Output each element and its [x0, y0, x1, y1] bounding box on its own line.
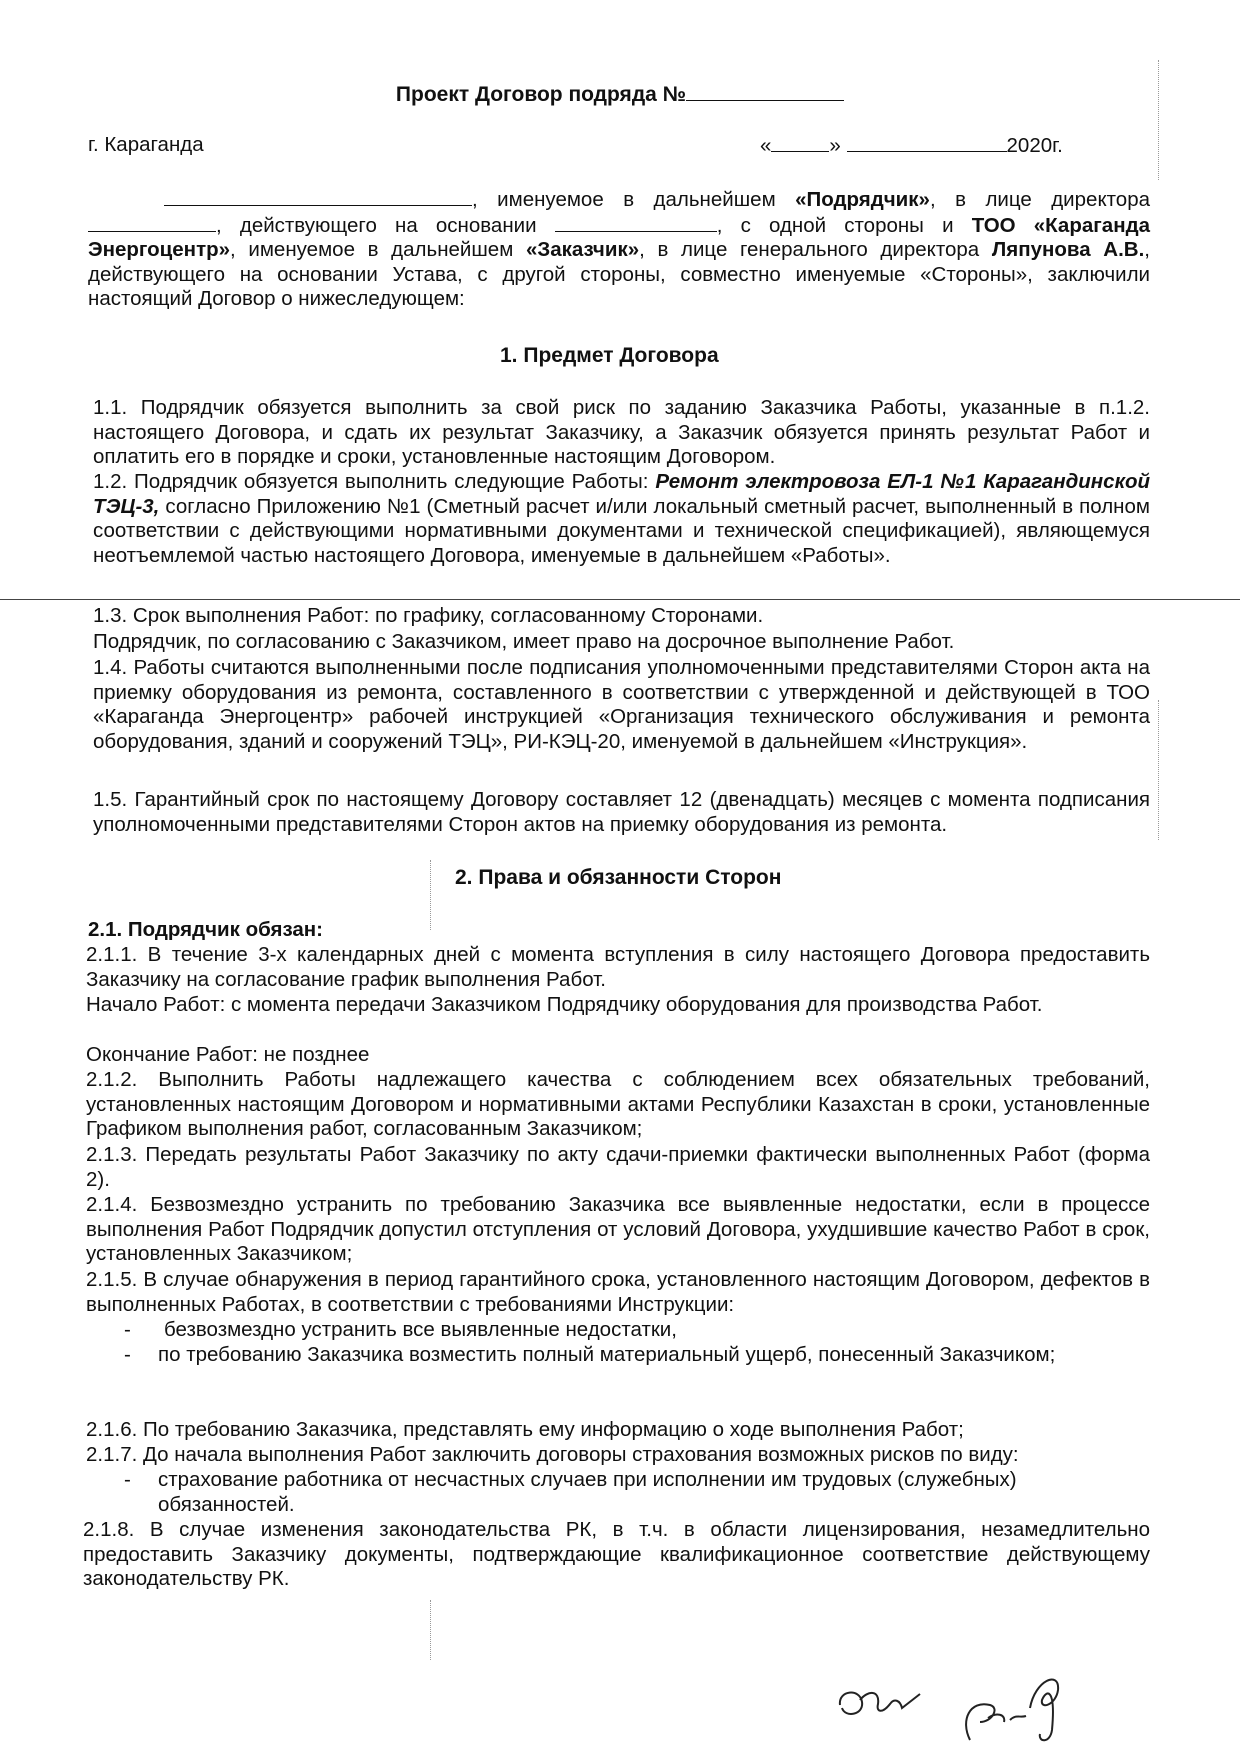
customer-company-name: ТОО «Караганда Энергоцентр»: [88, 213, 1150, 261]
document-title: [0, 82, 1240, 108]
clause-2-1-6: 2.1.6. По требованию Заказчика, представлять ему информацию о ходе выполнения Работ;: [86, 1418, 964, 1441]
bullet-insurance: страхование работника от несчастных случаев при исполнении им трудовых (служебных) обязанностей.: [158, 1468, 1017, 1516]
preamble-text: , именуемое в дальнейшем: [230, 238, 526, 261]
handwritten-initials: [820, 1660, 1120, 1750]
preamble-text: , действующего на основании: [216, 213, 537, 237]
preamble-text: , именуемое в дальнейшем: [472, 188, 796, 211]
day-blank: [771, 133, 829, 152]
contractor-term: «Подрядчик»: [795, 188, 930, 211]
date-line: [760, 133, 1063, 159]
scan-dots: [430, 1600, 433, 1660]
contractor-name-blank: [164, 187, 472, 206]
subsection-2-1: 2.1. Подрядчик обязан:: [88, 918, 323, 941]
bullet-compensate-damage: по требованию Заказчика возместить полный материальный ущерб, понесенный Заказчиком;: [158, 1343, 1056, 1366]
clause-2-1-2: 2.1.2. Выполнить Работы надлежащего качества с соблюдением всех обязательных требований, установленных настоящим Договором и нормативными актами Республики Казахстан в сроки, установленные Графиком выполнения работ, согласованным Заказчиком;: [86, 1068, 1150, 1140]
bullet-dash: -: [124, 1343, 131, 1366]
section-2-heading: 2. Права и обязанности Сторон: [455, 866, 782, 889]
customer-director-name: Ляпунова А.В.: [991, 238, 1145, 261]
preamble: [88, 187, 1150, 312]
clause-2-1-5: 2.1.5. В случае обнаружения в период гарантийного срока, установленного настоящим Договором, дефектов в выполненных Работах, в соответствии с требованиями Инструкции:: [86, 1268, 1150, 1316]
preamble-text: , в лице генерального директора: [639, 238, 992, 261]
clause-2-1-7: 2.1.7. До начала выполнения Работ заключить договоры страхования возможных рисков по виду:: [86, 1443, 1019, 1466]
scan-dots: [430, 860, 433, 930]
title-text: Проект Договор подряда №: [395, 83, 687, 106]
bullet-fix-defects: безвозмездно устранить все выявленные недостатки,: [164, 1318, 677, 1341]
clause-2-1-1: 2.1.1. В течение 3-х календарных дней с момента вступления в силу настоящего Договора предоставить Заказчику на согласование график выполнения Работ.: [86, 943, 1150, 991]
clause-1-2-text: согласно Приложению №1 (Сметный расчет и/или локальный сметный расчет, выполненный в полном соответствии с действующими нормативными документами и технической спецификацией), являющемуся неотъемлемой частью настоящего Договора, именуемые в дальнейшем «Работы».: [93, 494, 1150, 567]
date-year: 2020г.: [1006, 134, 1063, 157]
work-subject: Ремонт электровоза ЕЛ-1 №1 Карагандинской ТЭЦ-3,: [93, 470, 1150, 518]
clause-1-2: [93, 470, 1150, 568]
clause-2-1-8: 2.1.8. В случае изменения законодательства РК, в т.ч. в области лицензирования, незамедлительно предоставить Заказчику документы, подтверждающие квалификационное соответствие действующему законодательству РК.: [83, 1518, 1150, 1590]
date-quote-open: «: [760, 134, 772, 157]
clause-1-4: 1.4. Работы считаются выполненными после подписания уполномоченными представителями Сторон акта на приемку оборудования из ремонта, составленного в соответствии с утвержденной и действующей в ТОО «Караганда Энергоцентр» рабочей инструкцией «Организация технического обслуживания и ремонта оборудования, зданий и сооружений ТЭЦ», РИ-КЭЦ-20, именуемой в дальнейшем «Инструкция».: [93, 656, 1150, 753]
bullet-dash: -: [124, 1468, 131, 1491]
clause-1-3: 1.3. Срок выполнения Работ: по графику, согласованному Сторонами.: [93, 604, 764, 627]
city-label: г. Караганда: [88, 133, 204, 156]
scan-dots: [1158, 60, 1161, 180]
bullet-dash: -: [124, 1318, 131, 1341]
date-quote-close: »: [829, 134, 841, 157]
month-blank: [847, 133, 1007, 152]
clause-1-5: 1.5. Гарантийный срок по настоящему Договору составляет 12 (двенадцать) месяцев с момента подписания уполномоченными представителями Сторон актов на приемку оборудования из ремонта.: [93, 788, 1150, 836]
basis-blank: [555, 213, 717, 232]
preamble-text: , действующего на основании Устава, с другой стороны, совместно именуемые «Стороны», заключили настоящий Договор о нижеследующем:: [88, 238, 1150, 310]
clause-2-1-4: 2.1.4. Безвозмездно устранить по требованию Заказчика все выявленные недостатки, если в процессе выполнения Работ Подрядчик допустил отступления от условий Договора, ухудшившие качество Работ в срок, установленных Заказчиком;: [86, 1193, 1150, 1265]
clause-1-2-text: 1.2. Подрядчик обязуется выполнить следующие Работы:: [93, 470, 656, 493]
scan-dots: [1158, 700, 1161, 840]
work-start: Начало Работ: с момента передачи Заказчиком Подрядчику оборудования для производства Работ.: [86, 993, 1043, 1016]
director-name-blank: [88, 213, 216, 232]
clause-1-3-early: Подрядчик, по согласованию с Заказчиком, имеет право на досрочное выполнение Работ.: [93, 630, 955, 653]
preamble-text: , в лице директора: [929, 188, 1151, 211]
section-1-heading: 1. Предмет Договора: [500, 344, 719, 367]
scan-line: [0, 599, 1240, 600]
clause-1-1: 1.1. Подрядчик обязуется выполнить за свой риск по заданию Заказчика Работы, указанные в п.1.2. настоящего Договора, и сдать их результат Заказчику, а Заказчик обязуется принять результат Работ и оплатить его в порядке и сроки, установленные настоящим Договором.: [93, 396, 1150, 468]
contract-number-blank: [686, 82, 844, 101]
preamble-text: , с одной стороны и: [716, 213, 972, 237]
work-end: Окончание Работ: не позднее: [86, 1043, 370, 1066]
clause-2-1-3: 2.1.3. Передать результаты Работ Заказчику по акту сдачи-приемки фактически выполненных Работ (форма 2).: [86, 1143, 1150, 1191]
customer-term: «Заказчик»: [525, 238, 640, 261]
